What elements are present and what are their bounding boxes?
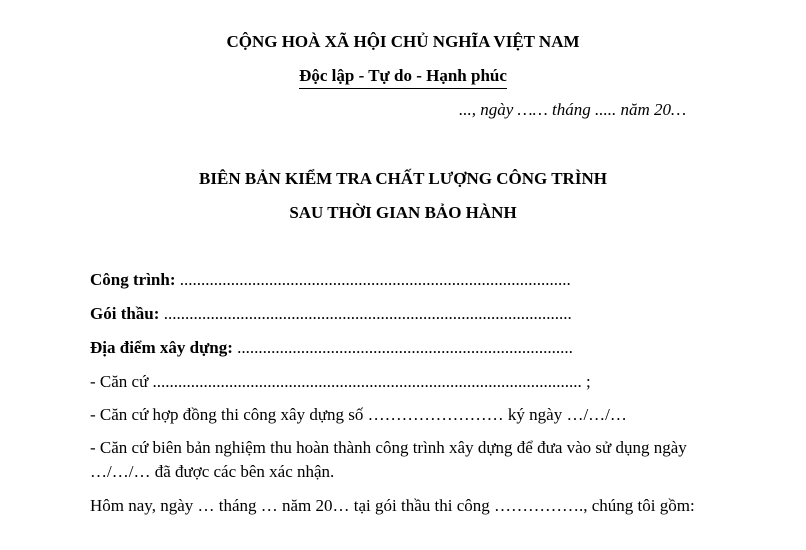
document-subtitle: SAU THỜI GIAN BẢO HÀNH (289, 203, 517, 222)
field-label: Địa điểm xây dựng: (90, 338, 233, 357)
field-value: ................................................................................................ (159, 304, 572, 323)
field-label: Gói thầu: (90, 304, 160, 323)
field-cong-trinh (90, 270, 571, 290)
field-label: Công trình: (90, 270, 176, 289)
motto-text: Độc lập - Tự do - Hạnh phúc (299, 66, 507, 89)
field-value: ............................................................................... (232, 338, 573, 357)
date-line: ..., ngày …… tháng ..... năm 20… (459, 100, 687, 119)
document-title: BIÊN BẢN KIỂM TRA CHẤT LƯỢNG CÔNG TRÌNH (199, 169, 607, 188)
field-dia-diem (90, 338, 573, 358)
field-value: ............................................................................................ (175, 270, 571, 289)
field-goi-thau (90, 304, 572, 324)
basis-item: - Căn cứ hợp đồng thi công xây dựng số …………………… ký ngày …/…/… (90, 405, 627, 424)
basis-item: - Căn cứ ..................................................................................................... ; (90, 372, 591, 391)
national-title: CỘNG HOÀ XÃ HỘI CHỦ NGHĨA VIỆT NAM (226, 32, 580, 51)
basis-item: - Căn cứ biên bản nghiệm thu hoàn thành công trình xây dựng để đưa vào sử dụng ngày …/…/… đã được các bên xác nhận. (90, 438, 687, 481)
intro-paragraph: Hôm nay, ngày … tháng … năm 20… tại gói thầu thi công ……………., chúng tôi gồm: (90, 496, 695, 515)
national-motto (0, 66, 806, 89)
